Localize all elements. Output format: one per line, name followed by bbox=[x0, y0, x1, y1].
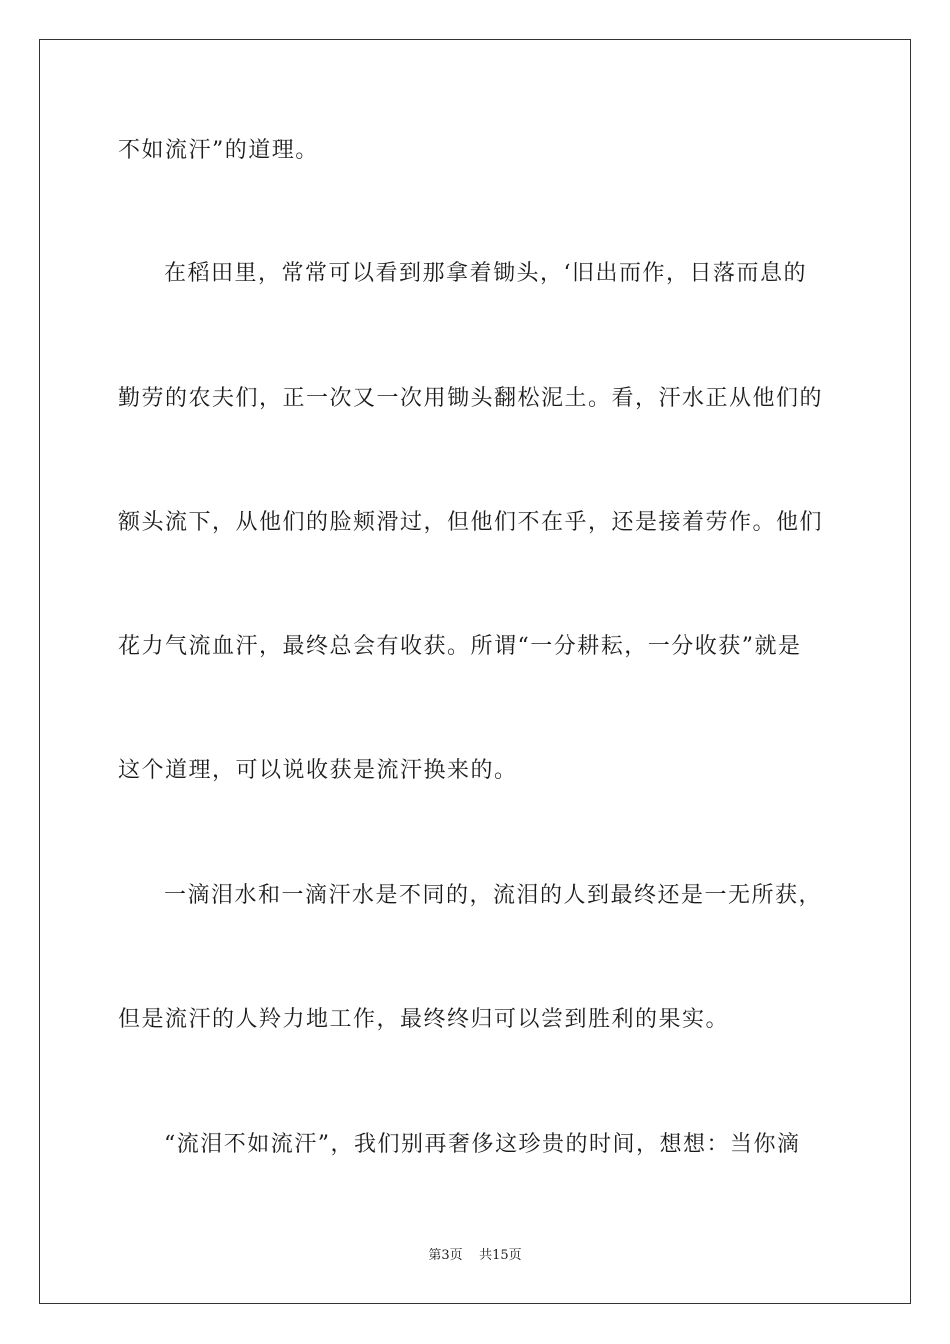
body-line: 不如流汗”的道理。 bbox=[118, 138, 319, 163]
page-number: 第3页 bbox=[428, 1248, 463, 1263]
page-footer bbox=[0, 1247, 950, 1265]
body-line: 花力气流血汗，最终总会有收获。所谓“一分耕耘，一分收获”就是 bbox=[118, 634, 802, 659]
page-border bbox=[39, 39, 911, 1304]
paragraph-first-line: 一滴泪水和一滴汗水是不同的，流泪的人到最终还是一无所获， bbox=[164, 883, 823, 908]
paragraph-first-line: 在稻田里，常常可以看到那拿着锄头，‘旧出而作，日落而息的 bbox=[164, 261, 807, 286]
paragraph-first-line: “流泪不如流汗”，我们别再奢侈这珍贵的时间，想想：当你滴 bbox=[164, 1132, 801, 1157]
body-line: 这个道理，可以说收获是流汗换来的。 bbox=[118, 758, 518, 783]
body-line: 勤劳的农夫们，正一次又一次用锄头翻松泥土。看，汗水正从他们的 bbox=[118, 386, 824, 411]
body-line: 额头流下，从他们的脸颊滑过，但他们不在乎，还是接着劳作。他们 bbox=[118, 510, 824, 535]
body-line: 但是流汗的人羚力地工作，最终终归可以尝到胜利的果实。 bbox=[118, 1007, 730, 1032]
total-pages: 共15页 bbox=[479, 1248, 522, 1263]
